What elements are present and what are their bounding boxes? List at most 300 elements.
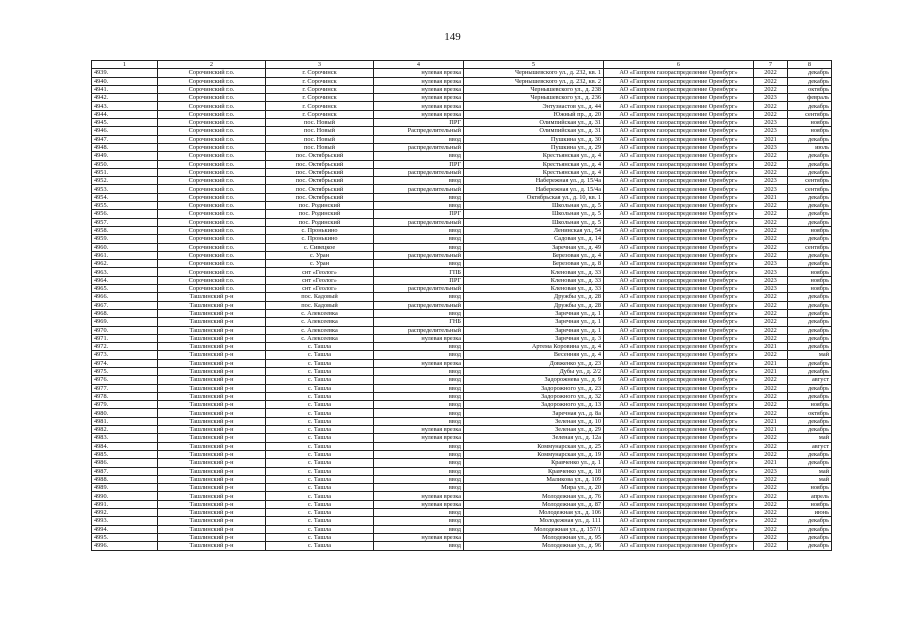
year-cell: 2022 <box>754 301 788 309</box>
organization-cell: АО «Газпром газораспределение Оренбург» <box>604 475 754 483</box>
address-cell: Кленовая ул., д. 33 <box>464 285 604 293</box>
district-cell: Сорочинский г.о. <box>158 218 266 226</box>
month-cell: декабрь <box>788 334 832 342</box>
settlement-cell: г. Сорочинск <box>266 102 374 110</box>
column-number-row <box>92 61 832 69</box>
settlement-cell: с. Ташла <box>266 359 374 367</box>
row-number: 4958. <box>92 226 158 234</box>
settlement-cell: пос. Кадовый <box>266 301 374 309</box>
organization-cell: АО «Газпром газораспределение Оренбург» <box>604 160 754 168</box>
year-cell: 2022 <box>754 334 788 342</box>
address-cell: Заречная ул., д. 1 <box>464 318 604 326</box>
district-cell: Ташлинский р-н <box>158 401 266 409</box>
table-row <box>92 475 832 483</box>
district-cell: Сорочинский г.о. <box>158 135 266 143</box>
settlement-cell: г. Сорочинск <box>266 77 374 85</box>
year-cell: 2022 <box>754 309 788 317</box>
pipeline-type-cell: ввод <box>374 525 464 533</box>
table-row <box>92 484 832 492</box>
column-number: 2 <box>158 61 266 69</box>
organization-cell: АО «Газпром газораспределение Оренбург» <box>604 276 754 284</box>
row-number: 4982. <box>92 426 158 434</box>
district-cell: Сорочинский г.о. <box>158 226 266 234</box>
pipeline-type-cell: ПРГ <box>374 276 464 284</box>
month-cell: сентябрь <box>788 177 832 185</box>
table-row <box>92 384 832 392</box>
pipeline-type-cell: распределительный <box>374 168 464 176</box>
year-cell: 2023 <box>754 285 788 293</box>
year-cell: 2022 <box>754 401 788 409</box>
month-cell: декабрь <box>788 309 832 317</box>
year-cell: 2022 <box>754 376 788 384</box>
settlement-cell: с. Ташла <box>266 367 374 375</box>
address-cell: Заречная ул., д. 1 <box>464 326 604 334</box>
year-cell: 2022 <box>754 434 788 442</box>
organization-cell: АО «Газпром газораспределение Оренбург» <box>604 243 754 251</box>
year-cell: 2022 <box>754 509 788 517</box>
pipeline-type-cell: нулевая врезка <box>374 77 464 85</box>
pipeline-type-cell: нулевая врезка <box>374 359 464 367</box>
row-number: 4962. <box>92 260 158 268</box>
year-cell: 2022 <box>754 484 788 492</box>
row-number: 4963. <box>92 268 158 276</box>
settlement-cell: снт «Геолог» <box>266 285 374 293</box>
organization-cell: АО «Газпром газораспределение Оренбург» <box>604 77 754 85</box>
year-cell: 2023 <box>754 268 788 276</box>
row-number: 4960. <box>92 243 158 251</box>
table-row <box>92 135 832 143</box>
year-cell: 2022 <box>754 235 788 243</box>
organization-cell: АО «Газпром газораспределение Оренбург» <box>604 85 754 93</box>
table-row <box>92 276 832 284</box>
organization-cell: АО «Газпром газораспределение Оренбург» <box>604 426 754 434</box>
settlement-cell: с. Уран <box>266 260 374 268</box>
settlement-cell: г. Сорочинск <box>266 69 374 77</box>
table-row <box>92 127 832 135</box>
month-cell: апрель <box>788 492 832 500</box>
pipeline-type-cell: ПРГ <box>374 210 464 218</box>
district-cell: Ташлинский р-н <box>158 301 266 309</box>
year-cell: 2022 <box>754 517 788 525</box>
table-row <box>92 285 832 293</box>
month-cell: декабрь <box>788 301 832 309</box>
address-cell: Кленовая ул., д. 33 <box>464 276 604 284</box>
address-cell: Заречная ул., д. 3 <box>464 334 604 342</box>
month-cell: декабрь <box>788 168 832 176</box>
settlement-cell: с. Пронькино <box>266 235 374 243</box>
pipeline-type-cell: ввод <box>374 193 464 201</box>
district-cell: Ташлинский р-н <box>158 467 266 475</box>
pipeline-type-cell: ввод <box>374 484 464 492</box>
table-body <box>92 69 832 550</box>
row-number: 4969. <box>92 318 158 326</box>
settlement-cell: с. Ташла <box>266 401 374 409</box>
address-cell: Молодежная ул., д. 96 <box>464 542 604 550</box>
year-cell: 2022 <box>754 110 788 118</box>
year-cell: 2022 <box>754 326 788 334</box>
pipeline-type-cell: распределительный <box>374 185 464 193</box>
year-cell: 2021 <box>754 193 788 201</box>
row-number: 4948. <box>92 143 158 151</box>
pipeline-type-cell: ввод <box>374 309 464 317</box>
pipeline-type-cell: ввод <box>374 442 464 450</box>
settlement-cell: пос. Октябрьский <box>266 193 374 201</box>
row-number: 4972. <box>92 343 158 351</box>
organization-cell: АО «Газпром газораспределение Оренбург» <box>604 102 754 110</box>
register-table <box>91 60 832 551</box>
month-cell: ноябрь <box>788 226 832 234</box>
organization-cell: АО «Газпром газораспределение Оренбург» <box>604 218 754 226</box>
column-number: 1 <box>92 61 158 69</box>
pipeline-type-cell: нулевая врезка <box>374 500 464 508</box>
organization-cell: АО «Газпром газораспределение Оренбург» <box>604 268 754 276</box>
month-cell: декабрь <box>788 525 832 533</box>
district-cell: Сорочинский г.о. <box>158 127 266 135</box>
year-cell: 2022 <box>754 351 788 359</box>
month-cell: декабрь <box>788 417 832 425</box>
address-cell: Энтузиастов ул., д. 44 <box>464 102 604 110</box>
settlement-cell: пос. Родинский <box>266 202 374 210</box>
month-cell: декабрь <box>788 102 832 110</box>
district-cell: Ташлинский р-н <box>158 392 266 400</box>
year-cell: 2022 <box>754 542 788 550</box>
year-cell: 2022 <box>754 202 788 210</box>
organization-cell: АО «Газпром газораспределение Оренбург» <box>604 343 754 351</box>
district-cell: Сорочинский г.о. <box>158 185 266 193</box>
address-cell: Кравченко ул., д. 1 <box>464 459 604 467</box>
table-row <box>92 318 832 326</box>
table-row <box>92 94 832 102</box>
address-cell: Чернышевского ул., д. 236 <box>464 94 604 102</box>
address-cell: Олимпийская ул., д. 31 <box>464 119 604 127</box>
pipeline-type-cell: нулевая врезка <box>374 110 464 118</box>
column-number: 6 <box>604 61 754 69</box>
year-cell: 2022 <box>754 152 788 160</box>
pipeline-type-cell: нулевая врезка <box>374 334 464 342</box>
organization-cell: АО «Газпром газораспределение Оренбург» <box>604 110 754 118</box>
organization-cell: АО «Газпром газораспределение Оренбург» <box>604 135 754 143</box>
district-cell: Ташлинский р-н <box>158 293 266 301</box>
address-cell: Зеленая ул., д. 29 <box>464 426 604 434</box>
row-number: 4993. <box>92 517 158 525</box>
settlement-cell: пос. Новый <box>266 127 374 135</box>
address-cell: Задорожного ул., д. 23 <box>464 384 604 392</box>
settlement-cell: с. Ташла <box>266 467 374 475</box>
organization-cell: АО «Газпром газораспределение Оренбург» <box>604 459 754 467</box>
month-cell: декабрь <box>788 218 832 226</box>
month-cell: декабрь <box>788 326 832 334</box>
organization-cell: АО «Газпром газораспределение Оренбург» <box>604 193 754 201</box>
district-cell: Ташлинский р-н <box>158 517 266 525</box>
year-cell: 2021 <box>754 417 788 425</box>
organization-cell: АО «Газпром газораспределение Оренбург» <box>604 251 754 259</box>
district-cell: Ташлинский р-н <box>158 434 266 442</box>
month-cell: декабрь <box>788 135 832 143</box>
row-number: 4996. <box>92 542 158 550</box>
district-cell: Ташлинский р-н <box>158 500 266 508</box>
table-row <box>92 301 832 309</box>
table-row <box>92 143 832 151</box>
row-number: 4975. <box>92 367 158 375</box>
district-cell: Ташлинский р-н <box>158 351 266 359</box>
settlement-cell: г. Сорочинск <box>266 94 374 102</box>
pipeline-type-cell: ввод <box>374 542 464 550</box>
month-cell: декабрь <box>788 152 832 160</box>
address-cell: Южный пр., д. 20 <box>464 110 604 118</box>
pipeline-type-cell: ввод <box>374 392 464 400</box>
organization-cell: АО «Газпром газораспределение Оренбург» <box>604 69 754 77</box>
district-cell: Ташлинский р-н <box>158 525 266 533</box>
address-cell: Березовая ул., д. 4 <box>464 251 604 259</box>
organization-cell: АО «Газпром газораспределение Оренбург» <box>604 127 754 135</box>
settlement-cell: пос. Октябрьский <box>266 168 374 176</box>
address-cell: Задорожного ул., д. 13 <box>464 401 604 409</box>
address-cell: Березовая ул., д. 8 <box>464 260 604 268</box>
organization-cell: АО «Газпром газораспределение Оренбург» <box>604 226 754 234</box>
year-cell: 2023 <box>754 119 788 127</box>
pipeline-type-cell: ввод <box>374 517 464 525</box>
district-cell: Ташлинский р-н <box>158 359 266 367</box>
row-number: 4992. <box>92 509 158 517</box>
district-cell: Сорочинский г.о. <box>158 85 266 93</box>
month-cell: август <box>788 442 832 450</box>
settlement-cell: пос. Новый <box>266 143 374 151</box>
row-number: 4956. <box>92 210 158 218</box>
settlement-cell: г. Сорочинск <box>266 110 374 118</box>
settlement-cell: с. Ташла <box>266 434 374 442</box>
month-cell: ноябрь <box>788 500 832 508</box>
settlement-cell: пос. Родинский <box>266 210 374 218</box>
row-number: 4973. <box>92 351 158 359</box>
table-row <box>92 434 832 442</box>
pipeline-type-cell: ввод <box>374 401 464 409</box>
table-row <box>92 69 832 77</box>
row-number: 4978. <box>92 392 158 400</box>
month-cell: декабрь <box>788 367 832 375</box>
pipeline-type-cell: ввод <box>374 409 464 417</box>
table-row <box>92 210 832 218</box>
pipeline-type-cell: нулевая врезка <box>374 94 464 102</box>
pipeline-type-cell: нулевая врезка <box>374 85 464 93</box>
year-cell: 2022 <box>754 500 788 508</box>
settlement-cell: с. Ташла <box>266 392 374 400</box>
table-row <box>92 409 832 417</box>
district-cell: Ташлинский р-н <box>158 343 266 351</box>
year-cell: 2022 <box>754 442 788 450</box>
month-cell: сентябрь <box>788 243 832 251</box>
year-cell: 2023 <box>754 276 788 284</box>
year-cell: 2021 <box>754 459 788 467</box>
organization-cell: АО «Газпром газораспределение Оренбург» <box>604 442 754 450</box>
year-cell: 2022 <box>754 251 788 259</box>
district-cell: Сорочинский г.о. <box>158 94 266 102</box>
year-cell: 2022 <box>754 85 788 93</box>
row-number: 4965. <box>92 285 158 293</box>
district-cell: Ташлинский р-н <box>158 475 266 483</box>
district-cell: Сорочинский г.о. <box>158 152 266 160</box>
table-row <box>92 102 832 110</box>
settlement-cell: пос. Новый <box>266 119 374 127</box>
pipeline-type-cell: нулевая врезка <box>374 492 464 500</box>
row-number: 4939. <box>92 69 158 77</box>
table-row <box>92 459 832 467</box>
settlement-cell: с. Алексеевка <box>266 318 374 326</box>
address-cell: Кравченко ул., д. 18 <box>464 467 604 475</box>
month-cell: декабрь <box>788 517 832 525</box>
pipeline-type-cell: нулевая врезка <box>374 426 464 434</box>
table-row <box>92 500 832 508</box>
address-cell: Крестьянская ул., д. 4 <box>464 152 604 160</box>
month-cell: август <box>788 376 832 384</box>
row-number: 4953. <box>92 185 158 193</box>
settlement-cell: пос. Кадовый <box>266 293 374 301</box>
month-cell: декабрь <box>788 384 832 392</box>
year-cell: 2023 <box>754 94 788 102</box>
settlement-cell: снт «Геолог» <box>266 276 374 284</box>
organization-cell: АО «Газпром газораспределение Оренбург» <box>604 293 754 301</box>
organization-cell: АО «Газпром газораспределение Оренбург» <box>604 351 754 359</box>
table-row <box>92 533 832 541</box>
settlement-cell: с. Уран <box>266 251 374 259</box>
organization-cell: АО «Газпром газораспределение Оренбург» <box>604 94 754 102</box>
pipeline-type-cell: нулевая врезка <box>374 102 464 110</box>
column-number: 8 <box>788 61 832 69</box>
row-number: 4979. <box>92 401 158 409</box>
row-number: 4971. <box>92 334 158 342</box>
year-cell: 2022 <box>754 293 788 301</box>
row-number: 4959. <box>92 235 158 243</box>
district-cell: Сорочинский г.о. <box>158 210 266 218</box>
row-number: 4942. <box>92 94 158 102</box>
month-cell: ноябрь <box>788 276 832 284</box>
address-cell: Мира ул., д. 20 <box>464 484 604 492</box>
page-number: 149 <box>444 31 461 43</box>
district-cell: Сорочинский г.о. <box>158 110 266 118</box>
organization-cell: АО «Газпром газораспределение Оренбург» <box>604 509 754 517</box>
pipeline-type-cell: нулевая врезка <box>374 533 464 541</box>
settlement-cell: с. Ташла <box>266 533 374 541</box>
table-row <box>92 376 832 384</box>
settlement-cell: пос. Октябрьский <box>266 185 374 193</box>
pipeline-type-cell: ГПБ <box>374 268 464 276</box>
address-cell: Коммунарская ул., д. 19 <box>464 450 604 458</box>
settlement-cell: пос. Родинский <box>266 218 374 226</box>
row-number: 4976. <box>92 376 158 384</box>
row-number: 4981. <box>92 417 158 425</box>
address-cell: Молодежная ул., д. 95 <box>464 533 604 541</box>
table-row <box>92 177 832 185</box>
row-number: 4940. <box>92 77 158 85</box>
table-row <box>92 160 832 168</box>
table-row <box>92 517 832 525</box>
year-cell: 2022 <box>754 160 788 168</box>
organization-cell: АО «Газпром газораспределение Оренбург» <box>604 152 754 160</box>
row-number: 4990. <box>92 492 158 500</box>
table-row <box>92 268 832 276</box>
pipeline-type-cell: нулевая врезка <box>374 69 464 77</box>
row-number: 4964. <box>92 276 158 284</box>
settlement-cell: с. Ташла <box>266 384 374 392</box>
district-cell: Сорочинский г.о. <box>158 119 266 127</box>
address-cell: Дубы ул., д. 2/2 <box>464 367 604 375</box>
row-number: 4966. <box>92 293 158 301</box>
pipeline-type-cell: ПРГ <box>374 160 464 168</box>
settlement-cell: с. Алексеевка <box>266 326 374 334</box>
settlement-cell: с. Ташла <box>266 492 374 500</box>
address-cell: Олимпийская ул., д. 31 <box>464 127 604 135</box>
month-cell: май <box>788 467 832 475</box>
month-cell: декабрь <box>788 318 832 326</box>
pipeline-type-cell: ввод <box>374 202 464 210</box>
settlement-cell: с. Пронькино <box>266 226 374 234</box>
organization-cell: АО «Газпром газораспределение Оренбург» <box>604 401 754 409</box>
table-row <box>92 351 832 359</box>
month-cell: декабрь <box>788 235 832 243</box>
month-cell: май <box>788 351 832 359</box>
year-cell: 2022 <box>754 243 788 251</box>
organization-cell: АО «Газпром газораспределение Оренбург» <box>604 260 754 268</box>
organization-cell: АО «Газпром газораспределение Оренбург» <box>604 434 754 442</box>
month-cell: декабрь <box>788 426 832 434</box>
organization-cell: АО «Газпром газораспределение Оренбург» <box>604 334 754 342</box>
district-cell: Ташлинский р-н <box>158 492 266 500</box>
district-cell: Сорочинский г.о. <box>158 285 266 293</box>
row-number: 4989. <box>92 484 158 492</box>
table-row <box>92 260 832 268</box>
column-number: 3 <box>266 61 374 69</box>
district-cell: Ташлинский р-н <box>158 334 266 342</box>
pipeline-type-cell: ввод <box>374 450 464 458</box>
settlement-cell: с. Ташла <box>266 542 374 550</box>
row-number: 4985. <box>92 450 158 458</box>
organization-cell: АО «Газпром газораспределение Оренбург» <box>604 525 754 533</box>
organization-cell: АО «Газпром газораспределение Оренбург» <box>604 409 754 417</box>
settlement-cell: с. Ташла <box>266 450 374 458</box>
organization-cell: АО «Газпром газораспределение Оренбург» <box>604 202 754 210</box>
address-cell: Маликова ул., д. 109 <box>464 475 604 483</box>
district-cell: Ташлинский р-н <box>158 376 266 384</box>
district-cell: Сорочинский г.о. <box>158 168 266 176</box>
month-cell: декабрь <box>788 160 832 168</box>
column-number: 4 <box>374 61 464 69</box>
address-cell: Довженко ул., д. 23 <box>464 359 604 367</box>
month-cell: декабрь <box>788 542 832 550</box>
year-cell: 2023 <box>754 260 788 268</box>
row-number: 4970. <box>92 326 158 334</box>
month-cell: ноябрь <box>788 119 832 127</box>
month-cell: июль <box>788 143 832 151</box>
address-cell: Весенняя ул., д. 4 <box>464 351 604 359</box>
organization-cell: АО «Газпром газораспределение Оренбург» <box>604 318 754 326</box>
pipeline-type-cell: распределительный <box>374 218 464 226</box>
district-cell: Ташлинский р-н <box>158 326 266 334</box>
organization-cell: АО «Газпром газораспределение Оренбург» <box>604 417 754 425</box>
month-cell: декабрь <box>788 193 832 201</box>
address-cell: Кленовая ул., д. 33 <box>464 268 604 276</box>
table-row <box>92 343 832 351</box>
organization-cell: АО «Газпром газораспределение Оренбург» <box>604 143 754 151</box>
district-cell: Сорочинский г.о. <box>158 268 266 276</box>
organization-cell: АО «Газпром газораспределение Оренбург» <box>604 467 754 475</box>
year-cell: 2022 <box>754 533 788 541</box>
address-cell: Заречная ул., д. 49 <box>464 243 604 251</box>
pipeline-type-cell: распределительный <box>374 251 464 259</box>
address-cell: Крестьянская ул., д. 4 <box>464 160 604 168</box>
row-number: 4951. <box>92 168 158 176</box>
row-number: 4995. <box>92 533 158 541</box>
table-row <box>92 392 832 400</box>
organization-cell: АО «Газпром газораспределение Оренбург» <box>604 500 754 508</box>
